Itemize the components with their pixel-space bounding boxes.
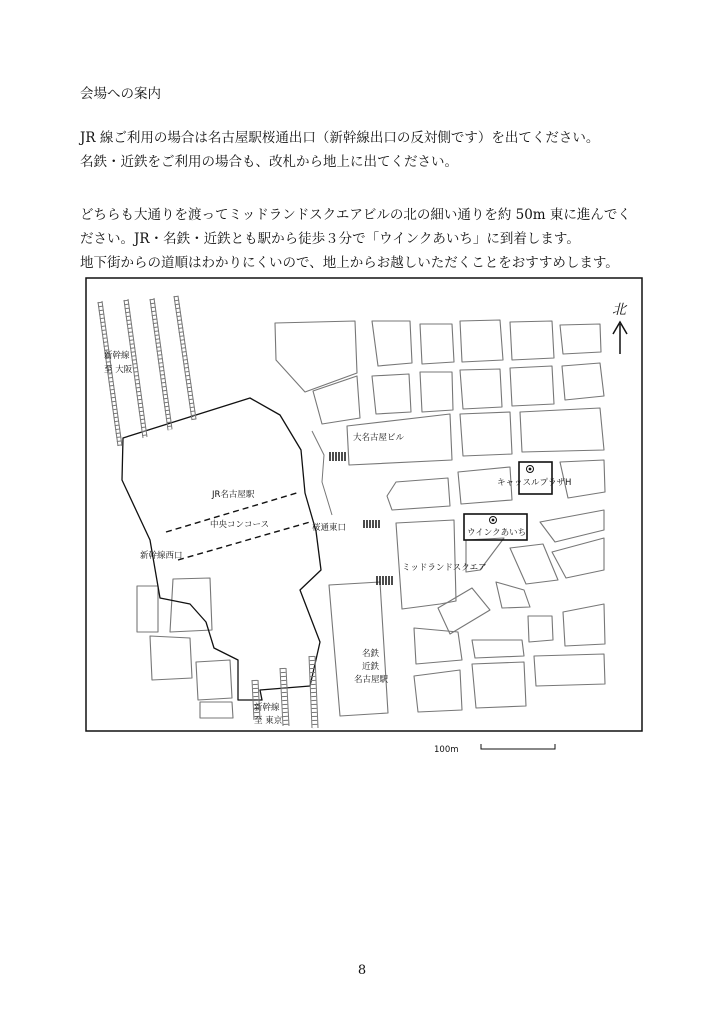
station-west-edge	[312, 431, 332, 515]
page-number: 8	[357, 963, 367, 978]
instruction-meitetsu: 名鉄・近鉄をご利用の場合も、改札から地上に出てください。	[80, 154, 458, 170]
kintetsu-label: 近鉄	[362, 662, 380, 672]
instruction-jr: JR 線ご利用の場合は名古屋駅桜通出口（新幹線出口の反対側です）を出てください。	[80, 130, 600, 146]
shinkansen-west-exit-label: 新幹線西口	[140, 551, 183, 561]
directions-line-3: 地下街からの道順はわかりにくいので、地上からお越しいただくことをおすすめします。	[80, 255, 619, 271]
jr-station-label: JR名古屋駅	[212, 490, 255, 500]
sakura-east-exit-label: 桜通東口	[312, 523, 347, 533]
directions-line-1: どちらも大通りを渡ってミッドランドスクエアビルの北の細い通りを約 50m 東に進んでく	[80, 207, 631, 223]
scale-label: 100m	[434, 745, 459, 755]
crosswalks	[330, 452, 392, 585]
shinkansen-osaka-line2: 至 大阪	[104, 365, 133, 375]
scale-bar	[481, 744, 555, 749]
shinkansen-tokyo-line1: 新幹線	[254, 703, 280, 713]
heading: 会場への案内	[80, 86, 161, 102]
north-arrow-icon	[613, 322, 627, 354]
jr-station-outline	[122, 398, 321, 700]
wink-aichi-label: ウインクあいち	[467, 528, 527, 538]
shinkansen-osaka-line1: 新幹線	[104, 351, 130, 361]
north-label: 北	[612, 302, 626, 318]
dai-nagoya-building-label: 大名古屋ビル	[353, 433, 405, 443]
castle-plaza-label: キャッスルプラザH	[497, 478, 572, 488]
central-concourse-label: 中央コンコース	[210, 520, 270, 530]
meitetsu-nagoya-station-label: 名古屋駅	[354, 675, 389, 685]
meitetsu-label: 名鉄	[362, 649, 380, 659]
directions-line-2: ださい。JR・名鉄・近鉄とも駅から徒歩３分で「ウインクあいち」に到着します。	[80, 231, 580, 247]
midland-square-label: ミッドランドスクエア	[402, 563, 487, 573]
railway-tracks	[98, 296, 318, 728]
shinkansen-tokyo-line2: 至 東京	[254, 716, 283, 726]
